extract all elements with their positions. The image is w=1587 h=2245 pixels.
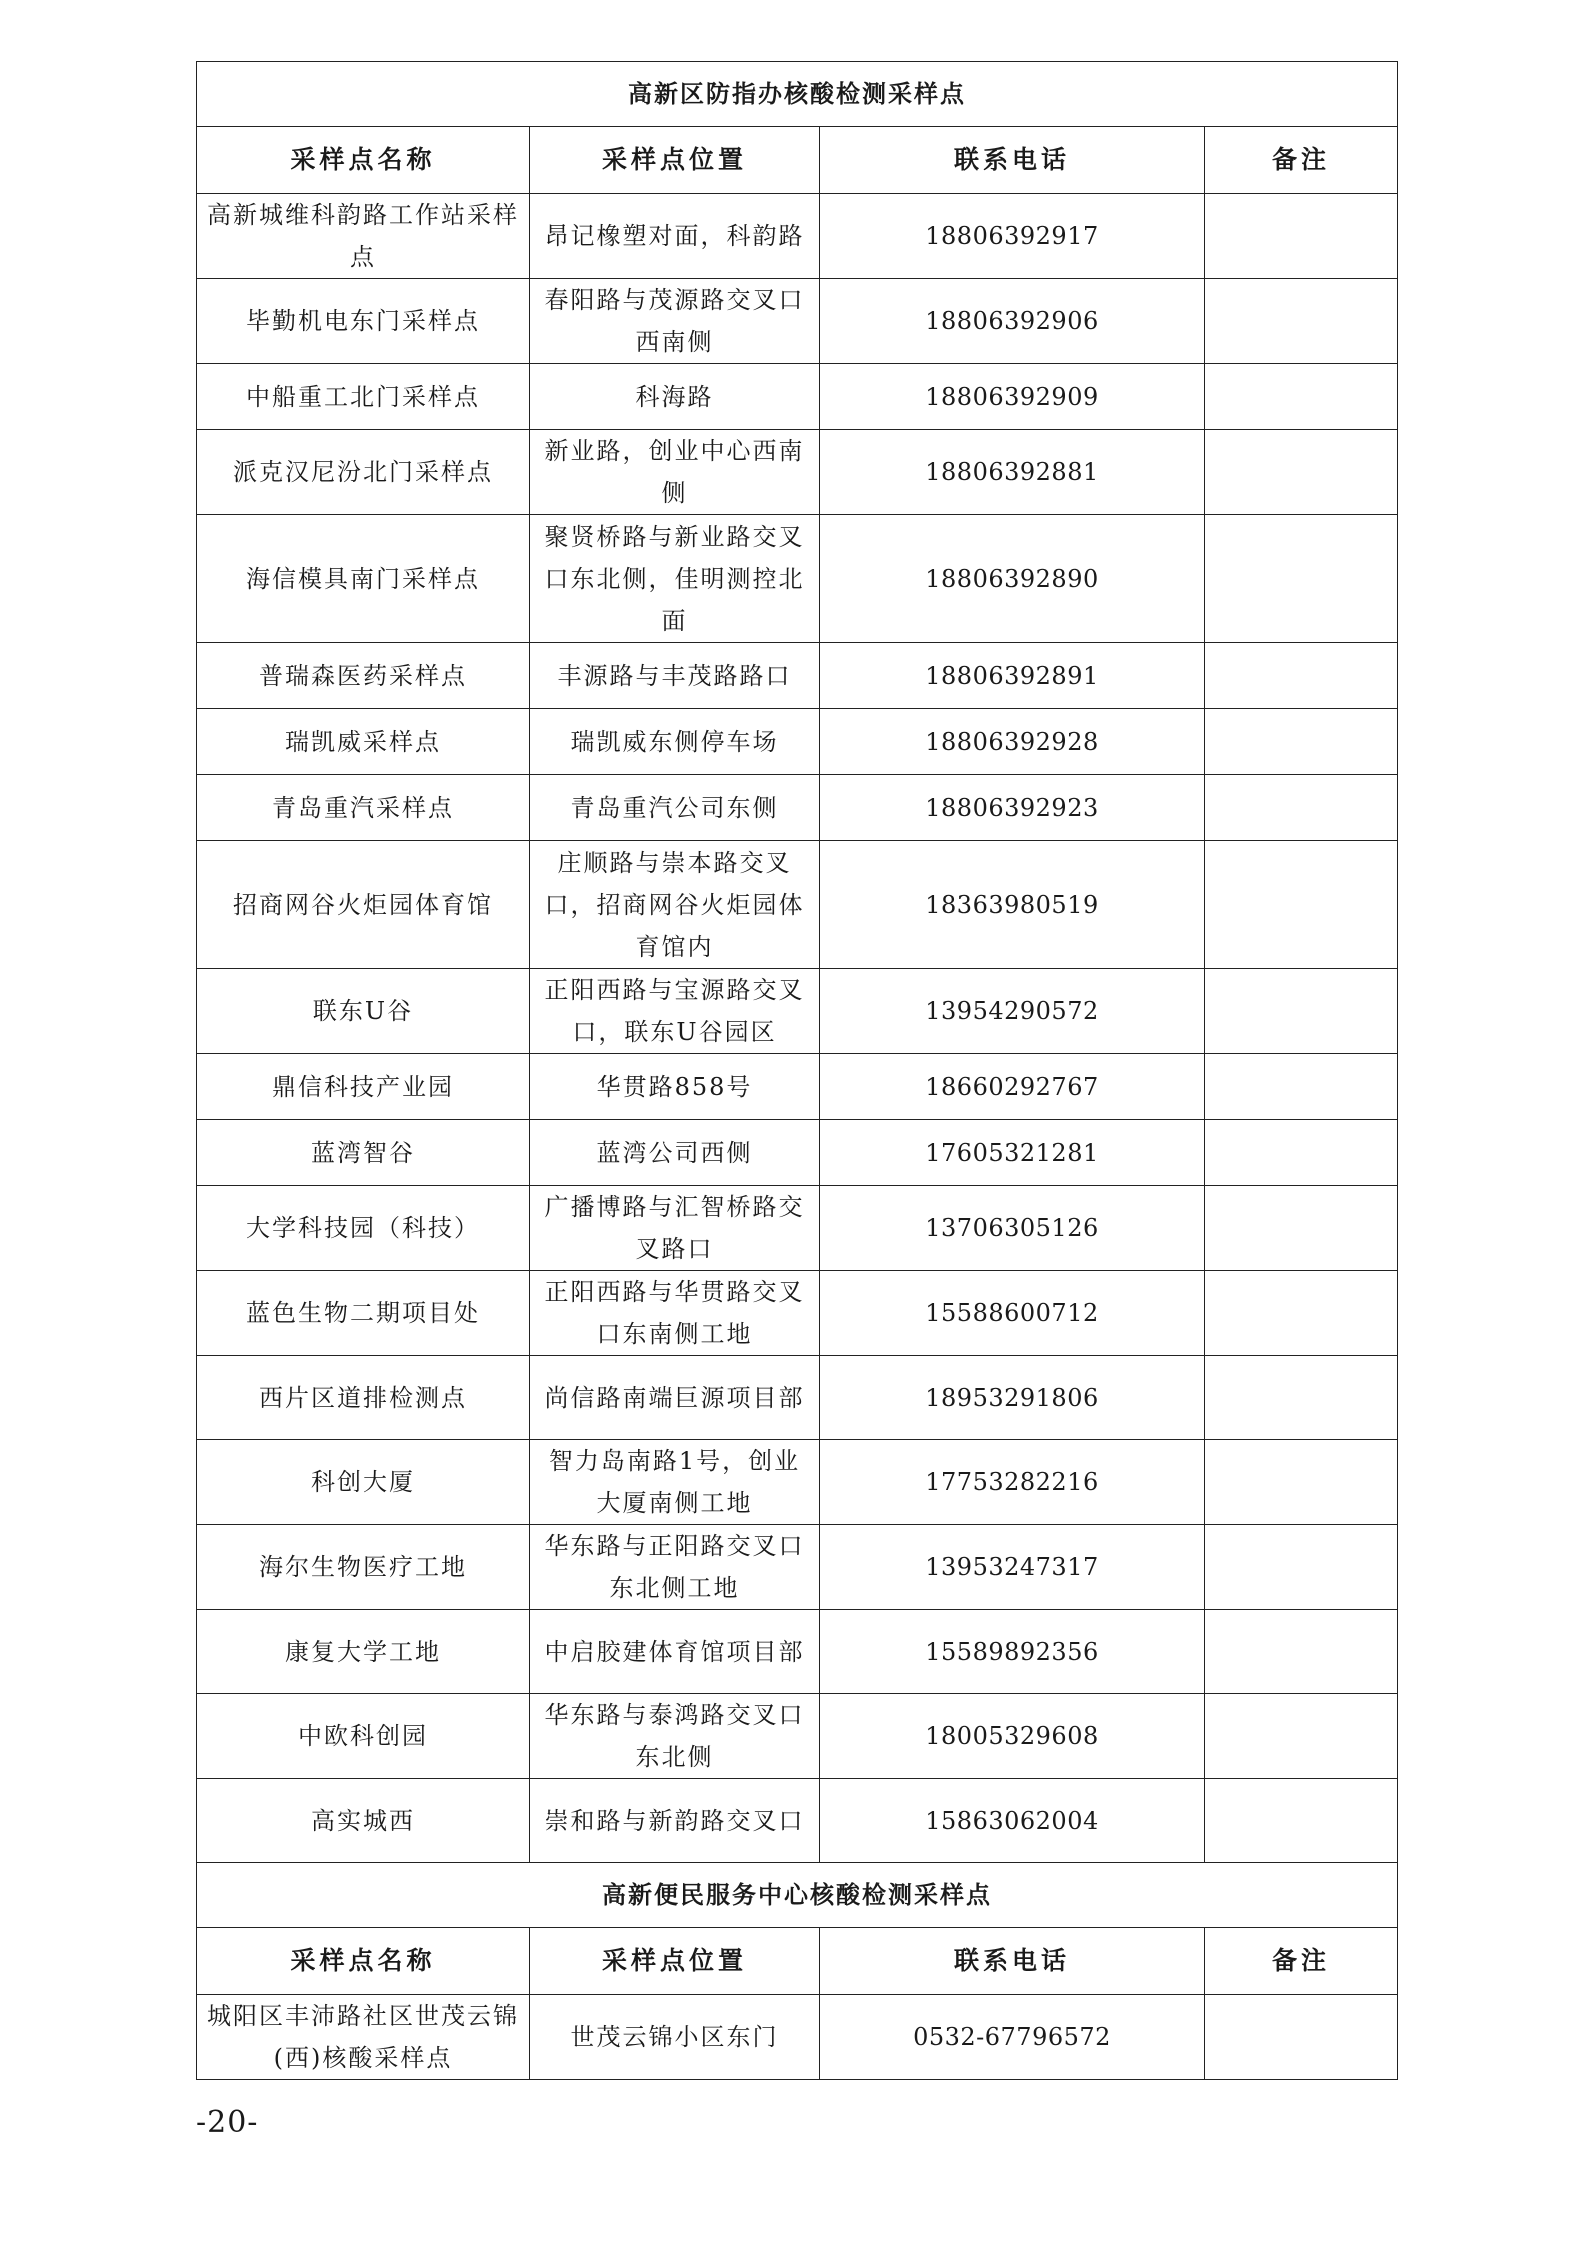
cell-note: [1205, 841, 1398, 969]
cell-location: 春阳路与茂源路交叉口西南侧: [530, 279, 820, 364]
header-phone: 联系电话: [820, 127, 1205, 194]
table-row: [197, 1525, 1398, 1610]
header-phone: 联系电话: [820, 1928, 1205, 1995]
cell-note: [1205, 1271, 1398, 1356]
cell-location: 华东路与泰鸿路交叉口东北侧: [530, 1694, 820, 1779]
cell-name: 瑞凯威采样点: [197, 709, 530, 775]
table-row: [197, 1440, 1398, 1525]
cell-name: 毕勤机电东门采样点: [197, 279, 530, 364]
cell-note: [1205, 969, 1398, 1054]
cell-location: 智力岛南路1号，创业大厦南侧工地: [530, 1440, 820, 1525]
header-note: 备注: [1205, 127, 1398, 194]
cell-name: 派克汉尼汾北门采样点: [197, 430, 530, 515]
sampling-points-table: [196, 61, 1398, 2080]
table-row: [197, 1186, 1398, 1271]
cell-phone: 18806392890: [820, 515, 1205, 643]
cell-note: [1205, 1356, 1398, 1440]
cell-phone: 13706305126: [820, 1186, 1205, 1271]
header-name: 采样点名称: [197, 127, 530, 194]
cell-name: 大学科技园（科技）: [197, 1186, 530, 1271]
table-row: [197, 1356, 1398, 1440]
cell-phone: 0532-67796572: [820, 1995, 1205, 2080]
table-row: [197, 1995, 1398, 2080]
table-body: [197, 62, 1398, 2080]
cell-note: [1205, 1779, 1398, 1863]
cell-location: 崇和路与新韵路交叉口: [530, 1779, 820, 1863]
cell-name: 城阳区丰沛路社区世茂云锦(西)核酸采样点: [197, 1995, 530, 2080]
section-title-row: [197, 1863, 1398, 1928]
cell-note: [1205, 430, 1398, 515]
cell-phone: 17605321281: [820, 1120, 1205, 1186]
cell-name: 蓝色生物二期项目处: [197, 1271, 530, 1356]
cell-location: 昂记橡塑对面，科韵路: [530, 194, 820, 279]
cell-name: 高新城维科韵路工作站采样点: [197, 194, 530, 279]
table-row: [197, 430, 1398, 515]
cell-phone: 18005329608: [820, 1694, 1205, 1779]
cell-location: 正阳西路与宝源路交叉口，联东U谷园区: [530, 969, 820, 1054]
header-note: 备注: [1205, 1928, 1398, 1995]
header-location: 采样点位置: [530, 127, 820, 194]
cell-name: 康复大学工地: [197, 1610, 530, 1694]
table-row: [197, 364, 1398, 430]
cell-location: 世茂云锦小区东门: [530, 1995, 820, 2080]
cell-name: 中欧科创园: [197, 1694, 530, 1779]
cell-note: [1205, 279, 1398, 364]
cell-location: 中启胶建体育馆项目部: [530, 1610, 820, 1694]
cell-location: 华东路与正阳路交叉口东北侧工地: [530, 1525, 820, 1610]
header-name: 采样点名称: [197, 1928, 530, 1995]
cell-location: 华贯路858号: [530, 1054, 820, 1120]
cell-location: 科海路: [530, 364, 820, 430]
cell-phone: 18953291806: [820, 1356, 1205, 1440]
cell-location: 蓝湾公司西侧: [530, 1120, 820, 1186]
table-row: [197, 194, 1398, 279]
page-number: -20-: [196, 2105, 259, 2140]
table-row: [197, 775, 1398, 841]
cell-name: 联东U谷: [197, 969, 530, 1054]
cell-note: [1205, 1610, 1398, 1694]
cell-phone: 18806392881: [820, 430, 1205, 515]
table-row: [197, 643, 1398, 709]
cell-note: [1205, 1120, 1398, 1186]
cell-phone: 18806392909: [820, 364, 1205, 430]
cell-note: [1205, 643, 1398, 709]
cell-location: 正阳西路与华贯路交叉口东南侧工地: [530, 1271, 820, 1356]
cell-phone: 15589892356: [820, 1610, 1205, 1694]
header-row: [197, 127, 1398, 194]
header-row: [197, 1928, 1398, 1995]
table-row: [197, 1610, 1398, 1694]
cell-location: 庄顺路与崇本路交叉口，招商网谷火炬园体育馆内: [530, 841, 820, 969]
cell-phone: 18806392891: [820, 643, 1205, 709]
table-row: [197, 709, 1398, 775]
cell-name: 高实城西: [197, 1779, 530, 1863]
cell-note: [1205, 709, 1398, 775]
cell-name: 科创大厦: [197, 1440, 530, 1525]
table-row: [197, 1054, 1398, 1120]
table-row: [197, 1271, 1398, 1356]
cell-phone: 18806392928: [820, 709, 1205, 775]
cell-phone: 13954290572: [820, 969, 1205, 1054]
cell-phone: 15863062004: [820, 1779, 1205, 1863]
table-row: [197, 1779, 1398, 1863]
cell-location: 青岛重汽公司东侧: [530, 775, 820, 841]
cell-location: 瑞凯威东侧停车场: [530, 709, 820, 775]
cell-note: [1205, 775, 1398, 841]
cell-name: 海信模具南门采样点: [197, 515, 530, 643]
cell-note: [1205, 1525, 1398, 1610]
cell-phone: 13953247317: [820, 1525, 1205, 1610]
cell-name: 鼎信科技产业园: [197, 1054, 530, 1120]
cell-location: 广播博路与汇智桥路交叉路口: [530, 1186, 820, 1271]
cell-note: [1205, 364, 1398, 430]
cell-phone: 17753282216: [820, 1440, 1205, 1525]
cell-note: [1205, 1186, 1398, 1271]
cell-name: 海尔生物医疗工地: [197, 1525, 530, 1610]
cell-phone: 18660292767: [820, 1054, 1205, 1120]
cell-name: 中船重工北门采样点: [197, 364, 530, 430]
cell-phone: 18806392906: [820, 279, 1205, 364]
table-row: [197, 279, 1398, 364]
cell-note: [1205, 515, 1398, 643]
section-title: 高新区防指办核酸检测采样点: [197, 62, 1398, 127]
cell-note: [1205, 1995, 1398, 2080]
cell-note: [1205, 1694, 1398, 1779]
table-row: [197, 1694, 1398, 1779]
table-row: [197, 515, 1398, 643]
table-row: [197, 969, 1398, 1054]
header-location: 采样点位置: [530, 1928, 820, 1995]
section-title-row: [197, 62, 1398, 127]
cell-name: 蓝湾智谷: [197, 1120, 530, 1186]
cell-location: 新业路，创业中心西南侧: [530, 430, 820, 515]
table-row: [197, 1120, 1398, 1186]
cell-name: 青岛重汽采样点: [197, 775, 530, 841]
table-row: [197, 841, 1398, 969]
section-title: 高新便民服务中心核酸检测采样点: [197, 1863, 1398, 1928]
cell-location: 丰源路与丰茂路路口: [530, 643, 820, 709]
cell-name: 招商网谷火炬园体育馆: [197, 841, 530, 969]
cell-location: 聚贤桥路与新业路交叉口东北侧，佳明测控北面: [530, 515, 820, 643]
cell-phone: 18363980519: [820, 841, 1205, 969]
cell-phone: 15588600712: [820, 1271, 1205, 1356]
cell-name: 西片区道排检测点: [197, 1356, 530, 1440]
cell-note: [1205, 1440, 1398, 1525]
cell-phone: 18806392923: [820, 775, 1205, 841]
cell-location: 尚信路南端巨源项目部: [530, 1356, 820, 1440]
cell-name: 普瑞森医药采样点: [197, 643, 530, 709]
cell-phone: 18806392917: [820, 194, 1205, 279]
cell-note: [1205, 194, 1398, 279]
cell-note: [1205, 1054, 1398, 1120]
